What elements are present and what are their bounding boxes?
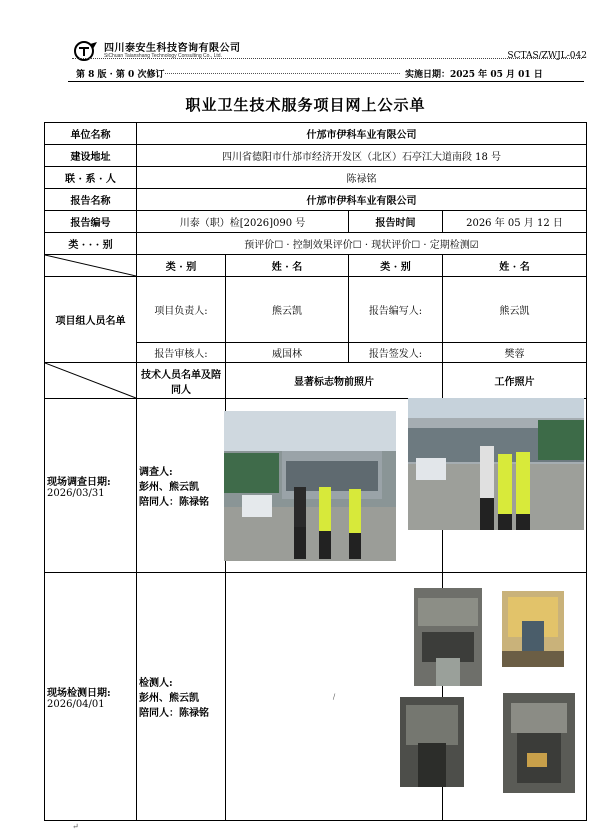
version-info: 第 8 版 · 第 0 次修订 — [76, 70, 165, 80]
site-col-work: 工作照片 — [443, 363, 587, 399]
unit-name-label: 单位名称 — [45, 123, 137, 145]
test-date-cell — [45, 573, 137, 821]
staff-name: 熊云凯 — [226, 277, 349, 343]
paragraph-mark: ↵ — [72, 822, 79, 831]
staff-col-name-2: 姓 · 名 — [443, 255, 587, 277]
report-no-value: 川泰（职）检[2026]090 号 — [137, 211, 349, 233]
document-code: SCTAS/ZWJL-042 — [507, 51, 587, 61]
header-divider — [72, 58, 582, 59]
work-photo — [400, 697, 464, 787]
page-title: 职业卫生技术服务项目网上公示单 — [185, 96, 426, 114]
unit-name-value: 什邡市伊科车业有限公司 — [137, 123, 587, 145]
surveyor-names: 彭州、熊云凯 — [139, 482, 199, 493]
staff-role: 项目负责人: — [137, 277, 226, 343]
staff-name: 威国林 — [226, 343, 349, 363]
staff-col-type-2: 类 · 别 — [349, 255, 443, 277]
surveyor-label: 调查人: — [139, 467, 173, 478]
staff-name: 樊蓉 — [443, 343, 587, 363]
staff-role: 报告编写人: — [349, 277, 443, 343]
company-name-en: SiChuan Taianshang Technology Consulting Co., Ltd. — [104, 53, 222, 59]
document-header — [0, 0, 611, 90]
work-photo — [502, 591, 564, 667]
staff-role: 报告签发人: — [349, 343, 443, 363]
survey-date: 2026/03/31 — [47, 487, 105, 499]
diagonal-header-cell — [45, 363, 137, 399]
work-photo — [503, 693, 575, 793]
test-escort: 陪同人：陈禄铭 — [139, 708, 209, 719]
staff-col-name: 姓 · 名 — [226, 255, 349, 277]
staff-name: 熊云凯 — [443, 277, 587, 343]
tester-label: 检测人: — [139, 678, 173, 689]
report-no-label: 报告编号 — [45, 211, 137, 233]
survey-escort: 陪同人：陈禄铭 — [139, 497, 209, 508]
dot-leader — [165, 73, 400, 74]
test-date: 2026/04/01 — [47, 698, 105, 710]
diagonal-header-cell — [45, 255, 137, 277]
test-date-label: 现场检测日期: — [47, 687, 111, 699]
site-col-landmark: 显著标志物前照片 — [226, 363, 443, 399]
survey-date-cell — [45, 399, 137, 573]
survey-date-label: 现场调查日期: — [47, 476, 111, 488]
report-time-value: 2026 年 05 月 12 日 — [443, 211, 587, 233]
test-landmark-photo-cell: / — [226, 573, 443, 821]
contact-value: 陈禄铭 — [137, 167, 587, 189]
work-photo — [408, 398, 584, 530]
staff-role: 报告审核人: — [137, 343, 226, 363]
landmark-photo — [224, 411, 396, 561]
staff-col-type: 类 · 别 — [137, 255, 226, 277]
site-col-staff: 技术人员名单及陪同人 — [137, 363, 226, 399]
survey-staff-cell — [137, 399, 226, 573]
address-value: 四川省德阳市什邡市经济开发区（北区）石亭江大道南段 18 号 — [137, 145, 587, 167]
work-photo — [414, 588, 482, 686]
effective-date: 实施日期：2025 年 05 月 01 日 — [405, 70, 543, 80]
company-name: 四川泰安生科技咨询有限公司 — [104, 43, 241, 54]
project-group-label: 项目组人员名单 — [45, 277, 137, 363]
category-value: 预评价☐ · 控制效果评价☐ · 现状评价☐ · 定期检测☑ — [137, 233, 587, 255]
category-label: 类 · · · 别 — [45, 233, 137, 255]
test-staff-cell — [137, 573, 226, 821]
report-name-value: 什邡市伊科车业有限公司 — [137, 189, 587, 211]
tester-names: 彭州、熊云凯 — [139, 693, 199, 704]
report-time-label: 报告时间 — [349, 211, 443, 233]
contact-label: 联 · 系 · 人 — [45, 167, 137, 189]
report-name-label: 报告名称 — [45, 189, 137, 211]
header-rule — [68, 81, 584, 82]
address-label: 建设地址 — [45, 145, 137, 167]
